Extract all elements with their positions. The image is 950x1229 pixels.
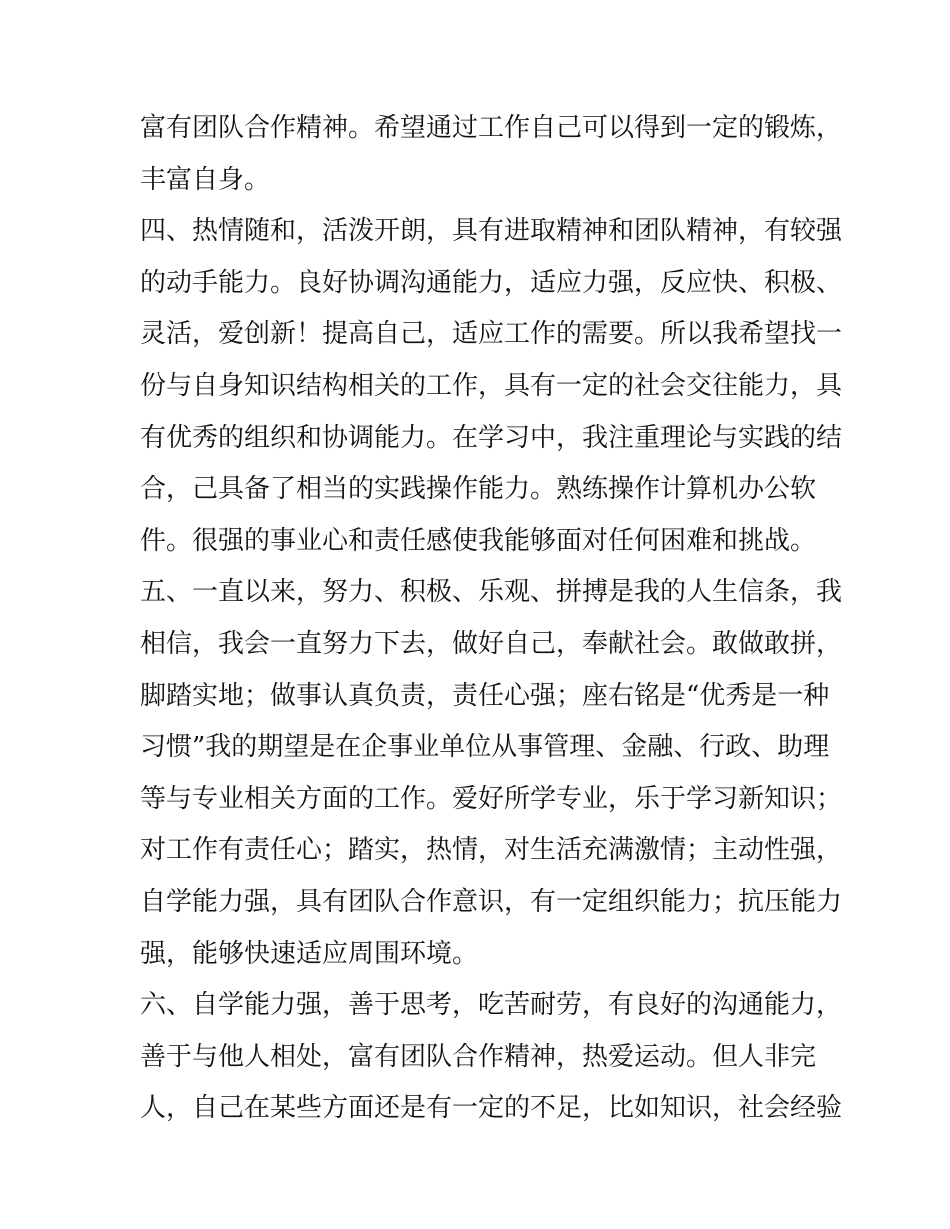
text-line: 等与专业相关方面的工作。爱好所学专业，乐于学习新知识；: [140, 783, 843, 814]
text-line: 合，己具备了相当的实践操作能力。熟练操作计算机办公软: [140, 474, 817, 505]
text-line: 的动手能力。良好协调沟通能力，适应力强，反应快、积极、: [140, 267, 843, 298]
text-line: 相信，我会一直努力下去，做好自己，奉献社会。敢做敢拼，: [140, 628, 843, 659]
text-line: 丰富自身。: [140, 164, 271, 195]
text-line: 份与自身知识结构相关的工作，具有一定的社会交往能力，具: [140, 370, 843, 401]
text-line: 人，自己在某些方面还是有一定的不足，比如知识，社会经验: [140, 1093, 843, 1124]
text-line: 自学能力强，具有团队合作意识，有一定组织能力；抗压能力: [140, 886, 843, 917]
text-line: 件。很强的事业心和责任感使我能够面对任何困难和挑战。: [140, 525, 817, 556]
text-line: 强，能够快速适应周围环境。: [140, 938, 479, 969]
text-line: 灵活，爱创新！提高自己，适应工作的需要。所以我希望找一: [140, 319, 843, 350]
text-line: 对工作有责任心；踏实，热情，对生活充满激情；主动性强，: [140, 835, 843, 866]
text-line: 习惯”我的期望是在企事业单位从事管理、金融、行政、助理: [140, 732, 830, 763]
text-line: 脚踏实地；做事认真负责，责任心强；座右铭是“优秀是一种: [140, 680, 830, 711]
text-line: 六、自学能力强，善于思考，吃苦耐劳，有良好的沟通能力，: [140, 990, 843, 1021]
body-text: [140, 103, 843, 1135]
text-line: 富有团队合作精神。希望通过工作自己可以得到一定的锻炼，: [140, 113, 843, 143]
text-line: 四、热情随和，活泼开朗，具有进取精神和团队精神，有较强: [140, 216, 843, 247]
text-line: 有优秀的组织和协调能力。在学习中，我注重理论与实践的结: [140, 422, 843, 453]
text-line: 善于与他人相处，富有团队合作精神，热爱运动。但人非完: [140, 1041, 817, 1072]
text-line: 五、一直以来，努力、积极、乐观、拼搏是我的人生信条，我: [140, 577, 843, 608]
